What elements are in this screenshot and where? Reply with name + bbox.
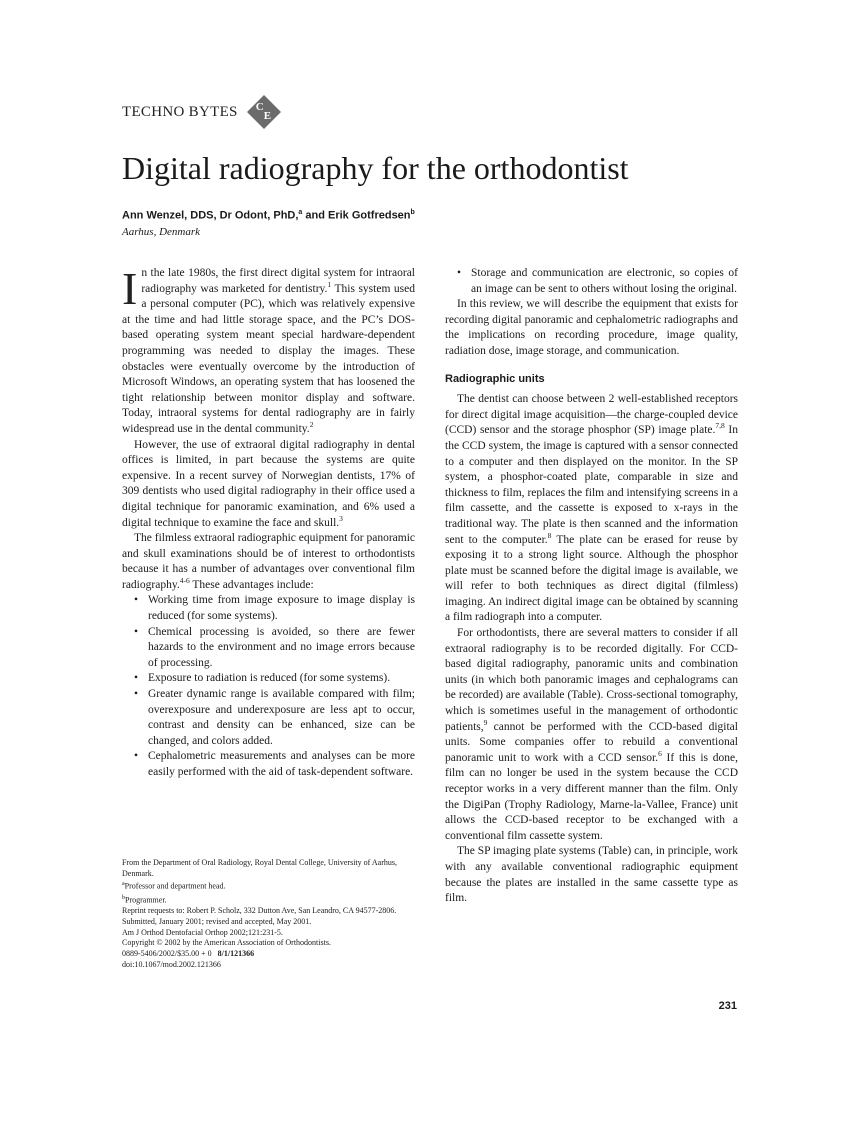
paragraph-filmless [122,531,415,593]
citation-sup: 9 [483,717,488,727]
citation-sup: 2 [309,420,314,430]
list-item: • Cephalometric measurements and analyses can be more easily performed with the aid of task-dependent software. [122,749,415,780]
footnote-a [122,879,415,892]
footnote-text: Programmer. [125,895,167,905]
footnote-issn [122,949,415,960]
section-label: TECHNO BYTES [122,103,238,120]
footnote-from: From the Department of Oral Radiology, Royal Dental College, University of Aarhus, Denmark. [122,858,397,878]
list-item: • Working time from image exposure to image display is reduced (for some systems). [122,593,415,624]
badge-letter-c: C [255,101,264,113]
footnote-journal: Am J Orthod Dentofacial Orthop 2002;121:231-5. [122,927,283,937]
page-number: 231 [718,1000,737,1012]
paragraph-text: The plate can be erased for reuse by exposing it to a strong light source. Although the phosphor plate must be scanned before the digital image is available, we will refer to both techniques as direct digital (filmless) imaging. An indirect digital image can be obtained by scanning a film radiograph into a computer. [445,533,738,624]
intro-paragraph [122,263,415,438]
ce-badge-icon [247,95,281,129]
advantages-list-continued [445,266,738,297]
list-item: • Exposure to radiation is reduced (for some systems). [122,671,415,687]
advantages-list [122,593,415,780]
paragraph-receptors [445,392,738,626]
footnote-b [122,893,415,906]
section-header [122,94,281,130]
list-item: • Greater dynamic range is available compared with film; overexposure and underexposure are less apt to occur, contrast and density can be enhanced, size can be changed, and colors added. [122,687,415,749]
citation-sup: 8 [547,530,552,540]
right-column [445,266,738,907]
paragraph-text: In the CCD system, the image is captured with a sensor connected to a computer and then displayed on the monitor. In the SP system, a phosphor-coated plate, comparable in size and thickness to film, replaces the film and intensifying screens in a film cassette, and the cassette is exposed to x-rays in the traditional way. The plate is then scanned and the information sent to the computer. [445,424,738,546]
paragraph-text: The dentist can choose between 2 well-established receptors for direct digital image acquisition—the charge-coupled device (CCD) sensor and the storage phosphor (SP) image plate. [445,393,738,437]
author-b-sup: b [410,209,415,216]
author-a-sup: a [298,209,303,216]
affiliation: Aarhus, Denmark [122,226,201,238]
author-line [122,209,415,222]
list-item: • Chemical processing is avoided, so there are fewer hazards to the environment and no image errors because of processing. [122,625,415,672]
footnote-sup: a [122,881,125,888]
issn-text: 0889-5406/2002/$35.00 + 0 [122,948,218,958]
citation-sup: 6 [658,748,662,758]
article-title: Digital radiography for the orthodontist [122,150,629,186]
paragraph-text: However, the use of extraoral digital radiography in dental offices is limited, in part because the systems are quite expensive. In a recent survey of Norwegian dentists, 17% of 309 dentists who used digital radiography in their office used a digital technique for panoramic examination, and 6% used a digital technique to examine the face and skull. [122,438,415,529]
footnote-text: Professor and department head. [124,882,226,892]
footnote-doi: doi:10.1067/mod.2002.121366 [122,959,221,969]
authors-second: and Erik Gotfredsen [302,209,411,222]
footnotes [122,858,415,970]
footnote-reprint: Reprint requests to: Robert P. Scholz, 332 Dutton Ave, San Leandro, CA 94577-2806. [122,906,397,916]
paragraph-extraoral [122,438,415,532]
paragraph-text: For orthodontists, there are several matters to consider if all extraoral radiography is to be recorded digitally. For CCD-based digital radiography, panoramic units and combination units (in which both panoramic images and cephalograms can be recorded) are available (Table). Cross-sectional tomography, which is sometimes useful in the management of orthodontic patients, [445,627,738,733]
citation-sup: 3 [339,513,343,523]
citation-sup: 1 [327,279,332,289]
citation-sup: 7,8 [715,421,725,431]
footnote-submitted: Submitted, January 2001; revised and accepted, May 2001. [122,916,312,926]
badge-letter-e: E [263,110,272,122]
citation-sup: 4-6 [179,576,190,586]
list-item: • Storage and communication are electronic, so copies of an image can be sent to others without losing the original. [445,266,738,297]
footnote-sup: b [122,894,125,901]
intro-text-b: This system used a personal computer (PC), which was relatively expensive at the time and had little storage space, and the PC’s DOS-based operating system meant special hardware-dependent programming was needed to display the images. These obstacles were eventually overcome by the introduction of Microsoft Windows, an operating system that has loosened the tight relationship between monitor display and software. Today, intraoral systems for dental radiography are in fairly widespread use in the dental community. [122,282,415,435]
paragraph-text: The filmless extraoral radiographic equipment for panoramic and skull examinations should be of interest to orthodontists because it has a number of advantages over conventional film radiography. [122,532,416,591]
authors-first: Ann Wenzel, DDS, Dr Odont, PhD, [122,209,299,222]
intro-text-a: n the late 1980s, the first direct digital system for intraoral radiography was marketed for dentistry. [141,267,415,295]
section-heading: Radiographic units [445,372,545,385]
paragraph-text: These advantages include: [189,578,314,591]
drop-cap: I [122,263,138,314]
paragraph-review: In this review, we will describe the equipment that exists for recording digital panoramic and cephalometric radiographs and the implications on recording procedure, image quality, radiation dose, image storage, and communication. [445,298,738,357]
left-column [122,263,416,781]
paragraph-text: cannot be performed with the CCD-based digital units. Some companies offer to rebuild a conventional panoramic unit to work with a CCD sensor. [445,720,738,764]
footnote-copyright: Copyright © 2002 by the American Association of Orthodontists. [122,938,331,948]
paragraph-orthodontists [445,626,738,844]
paragraph-sp-systems: The SP imaging plate systems (Table) can, in principle, work with any available conventional radiographic equipment because the plates are installed in the same cassette type as film. [445,845,738,905]
paragraph-text: If this is done, film can no longer be used in the system because the CCD receptor works in a very different manner than the film. Only the DigiPan (Trophy Radiology, Marne-la-Vallee, France) unit allows the CCD-based receptor to be exchanged with a conventional film cassette system. [445,751,738,842]
issn-code: 8/1/121366 [217,948,255,958]
